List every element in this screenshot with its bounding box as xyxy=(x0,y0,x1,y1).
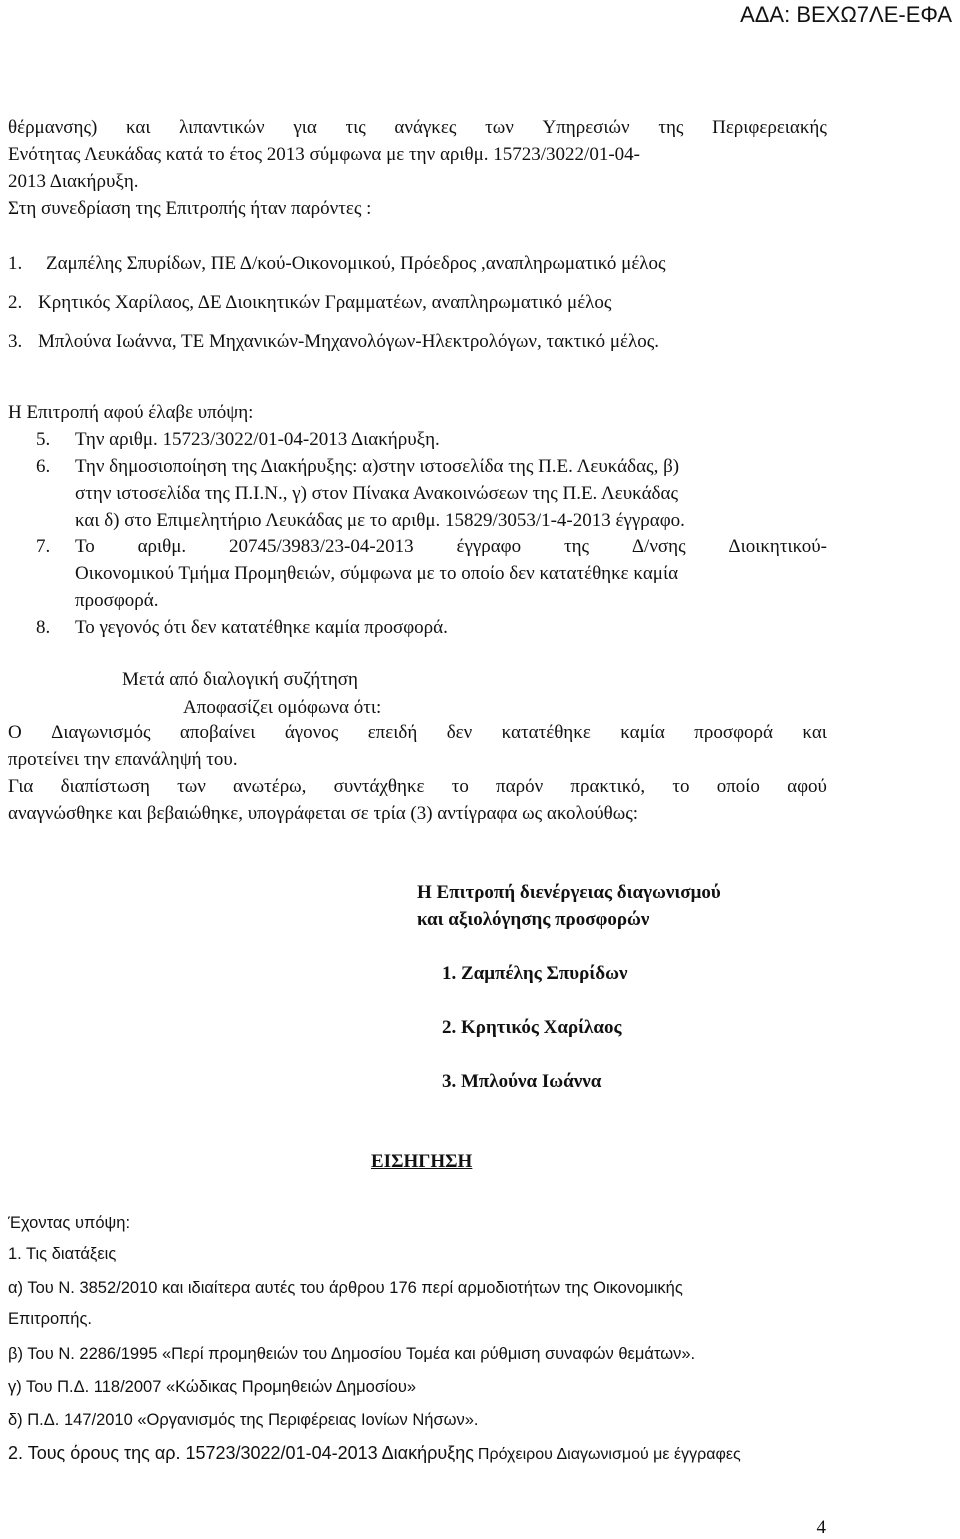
decision-para1-line1 xyxy=(8,722,827,744)
considering-item: και δ) στο Επιμελητήριο Λευκάδας με το αριθμ. 15829/3053/1-4-2013 έγγραφο. xyxy=(75,510,685,531)
intro-word: της xyxy=(658,117,684,138)
member-number: 1. xyxy=(8,253,23,274)
decision-word: Ο xyxy=(8,722,22,743)
considering-number: 5. xyxy=(36,429,51,450)
decision-word: συντάχθηκε xyxy=(333,776,425,797)
considering-item: Το γεγονός ότι δεν κατατέθηκε καμία προσφορά. xyxy=(75,617,448,638)
provision-b: β) Του Ν. 2286/1995 «Περί προμηθειών του Δημοσίου Τομέα και ρύθμιση συναφών θεμάτων». xyxy=(8,1345,696,1363)
having-in-mind: Έχοντας υπόψη: xyxy=(8,1214,131,1232)
considering-word: Το xyxy=(75,536,95,557)
considering-item xyxy=(75,536,827,558)
member-item: Ζαμπέλης Σπυρίδων, ΠΕ Δ/κού-Οικονομικού, Πρόεδρος ,αναπληρωματικό μέλος xyxy=(46,253,666,274)
decision-word: και xyxy=(802,722,827,743)
decision-word: άγονος xyxy=(284,722,339,743)
considering-item: Οικονομικού Τμήμα Προμηθειών, σύμφωνα με το οποίο δεν κατατέθηκε καμία xyxy=(75,563,679,584)
intro-word: θέρμανσης) xyxy=(8,117,98,138)
decision-word: αφού xyxy=(787,776,827,797)
considering-item: προσφορά. xyxy=(75,590,159,611)
intro-word: λιπαντικών xyxy=(179,117,265,138)
intro-word: Περιφερειακής xyxy=(712,117,827,138)
intro-word: για xyxy=(293,117,317,138)
signatory: 1. Ζαμπέλης Σπυρίδων xyxy=(442,963,628,984)
decision-word: το xyxy=(672,776,690,797)
decision-word: καμία xyxy=(620,722,665,743)
member-item: Μπλούνα Ιωάννα, ΤΕ Μηχανικών-Μηχανολόγων-Ηλεκτρολόγων, τακτικό μέλος. xyxy=(38,331,659,352)
signatory: 3. Μπλούνα Ιωάννα xyxy=(442,1071,602,1092)
intro-word: ανάγκες xyxy=(394,117,457,138)
decision-line-1: Μετά από διαλογική συζήτηση xyxy=(122,669,358,690)
decision-word: Για xyxy=(8,776,34,797)
decision-word: το xyxy=(451,776,469,797)
decision-line-2: Αποφασίζει ομόφωνα ότι: xyxy=(183,697,382,718)
intro-line-3: 2013 Διακήρυξη. xyxy=(8,171,139,192)
member-number: 3. xyxy=(8,331,23,352)
decision-word: οποίο xyxy=(716,776,760,797)
considering-word: έγγραφο xyxy=(456,536,522,557)
member-number: 2. xyxy=(8,292,23,313)
considering-word: Διοικητικού- xyxy=(728,536,827,557)
terms-prefix: 2. Τους όρους της αρ. 15723/3022/01-04-2013 Διακήρυξης xyxy=(8,1443,474,1463)
considering-word: Δ/νσης xyxy=(631,536,686,557)
provision-d: δ) Π.Δ. 147/2010 «Οργανισμός της Περιφέρειας Ιονίων Νήσων». xyxy=(8,1411,479,1429)
considering-word: 20745/3983/23-04-2013 xyxy=(228,536,414,557)
intro-word: και xyxy=(126,117,151,138)
decision-word: επειδή xyxy=(367,722,418,743)
decision-para2-line2: αναγνώσθηκε και βεβαιώθηκε, υπογράφεται σε τρία (3) αντίγραφα ως ακολούθως: xyxy=(8,803,639,824)
decision-word: διαπίστωση xyxy=(60,776,150,797)
considering-item: στην ιστοσελίδα της Π.Ι.Ν., γ) στον Πίνακα Ανακοινώσεων της Π.Ε. Λευκάδας xyxy=(75,483,678,504)
decision-word: κατατέθηκε xyxy=(501,722,591,743)
considering-number: 8. xyxy=(36,617,51,638)
decision-word: των xyxy=(177,776,206,797)
intro-word: των xyxy=(485,117,514,138)
provision-c: γ) Του Π.Δ. 118/2007 «Κώδικας Προμηθειών Δημοσίου» xyxy=(8,1378,417,1396)
eisigisi-title: ΕΙΣΗΓΗΣΗ xyxy=(371,1151,473,1172)
terms-line xyxy=(8,1443,741,1464)
decision-word: πρακτικό, xyxy=(570,776,646,797)
decision-word: δεν xyxy=(446,722,473,743)
signatory: 2. Κρητικός Χαρίλαος xyxy=(442,1017,622,1038)
decision-word: παρόν xyxy=(496,776,544,797)
considering-word: αριθμ. xyxy=(137,536,187,557)
considering-heading: Η Επιτροπή αφού έλαβε υπόψη: xyxy=(8,402,254,423)
considering-item: Την αριθμ. 15723/3022/01-04-2013 Διακήρυξη. xyxy=(75,429,440,450)
intro-word: Υπηρεσιών xyxy=(542,117,630,138)
ada-header: ΑΔΑ: ΒΕΧΩ7ΛΕ-ΕΦΑ xyxy=(740,2,952,27)
intro-line-1 xyxy=(8,117,827,139)
considering-item: Την δημοσιοποίηση της Διακήρυξης: α)στην ιστοσελίδα της Π.Ε. Λευκάδας, β) xyxy=(75,456,680,477)
considering-word: της xyxy=(563,536,590,557)
considering-number: 6. xyxy=(36,456,51,477)
committee-title-line-2: και αξιολόγησης προσφορών xyxy=(417,909,650,930)
committee-title-line-1: Η Επιτροπή διενέργειας διαγωνισμού xyxy=(417,882,721,903)
intro-line-4: Στη συνεδρίαση της Επιτροπής ήταν παρόντες : xyxy=(8,198,372,219)
decision-para2-line1 xyxy=(8,776,827,798)
provision-a: α) Του Ν. 3852/2010 και ιδιαίτερα αυτές του άρθρου 176 περί αρμοδιοτήτων της Οικονομικής xyxy=(8,1279,683,1297)
intro-line-2: Ενότητας Λευκάδας κατά το έτος 2013 σύμφωνα με την αριθμ. 15723/3022/01-04- xyxy=(8,144,640,165)
member-item: Κρητικός Χαρίλαος, ΔΕ Διοικητικών Γραμματέων, αναπληρωματικό μέλος xyxy=(38,292,612,313)
page-number: 4 xyxy=(816,1517,826,1538)
terms-suffix: Πρόχειρου Διαγωνισμού με έγγραφες xyxy=(477,1446,741,1463)
decision-word: ανωτέρω, xyxy=(233,776,307,797)
intro-word: τις xyxy=(345,117,366,138)
provision-a-cont: Επιτροπής. xyxy=(8,1310,92,1328)
considering-number: 7. xyxy=(36,536,51,557)
decision-para1-line2: προτείνει την επανάληψή του. xyxy=(8,749,238,770)
provisions-heading: 1. Τις διατάξεις xyxy=(8,1245,117,1263)
decision-word: προσφορά xyxy=(694,722,773,743)
decision-word: Διαγωνισμός xyxy=(51,722,151,743)
decision-word: αποβαίνει xyxy=(179,722,256,743)
